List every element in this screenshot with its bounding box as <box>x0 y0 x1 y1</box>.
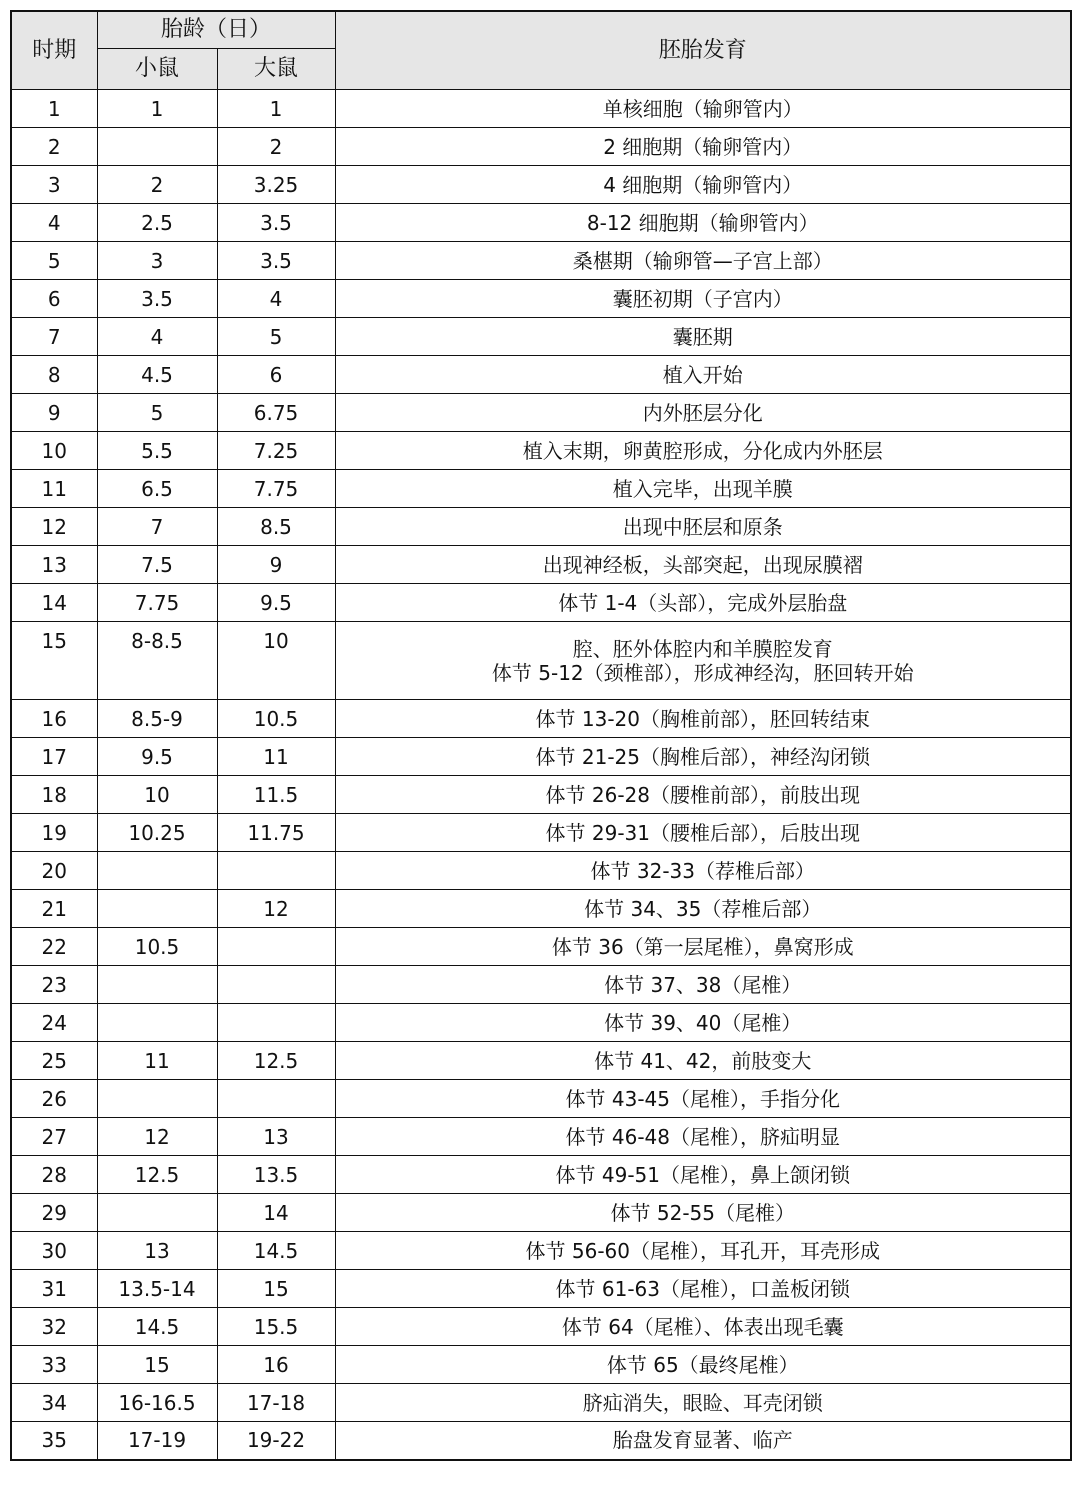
rat-age-cell: 2 <box>217 128 335 166</box>
mouse-age-cell: 5 <box>97 394 217 432</box>
development-text: 体节 39、40（尾椎） <box>604 1010 802 1035</box>
table-row <box>11 700 1071 738</box>
mouse-age-cell: 10.5 <box>97 928 217 966</box>
stage-cell: 33 <box>11 1346 97 1384</box>
stage-cell: 13 <box>11 546 97 584</box>
development-cell <box>335 1194 1071 1232</box>
table-row <box>11 1194 1071 1232</box>
mouse-age-cell: 13.5-14 <box>97 1270 217 1308</box>
rat-age-cell: 12 <box>217 890 335 928</box>
rat-age-cell: 7.75 <box>217 470 335 508</box>
development-text: 体节 32-33（荐椎后部） <box>590 858 815 883</box>
table-row <box>11 1308 1071 1346</box>
development-cell <box>335 470 1071 508</box>
development-text: 内外胚层分化 <box>642 400 763 425</box>
table-row <box>11 546 1071 584</box>
embryo-development-table <box>10 10 1072 1461</box>
table-row <box>11 508 1071 546</box>
development-text: 体节 34、35（荐椎后部） <box>584 896 822 921</box>
development-cell <box>335 432 1071 470</box>
rat-age-cell <box>217 1080 335 1118</box>
mouse-age-cell: 17-19 <box>97 1422 217 1460</box>
mouse-age-cell <box>97 966 217 1004</box>
stage-cell: 18 <box>11 776 97 814</box>
table-row <box>11 584 1071 622</box>
header-gestational-age: 胎龄（日） <box>97 11 335 49</box>
development-text: 囊胚期 <box>672 324 733 349</box>
development-text: 植入开始 <box>662 362 743 387</box>
mouse-age-cell: 3.5 <box>97 280 217 318</box>
table-row <box>11 128 1071 166</box>
rat-age-cell <box>217 966 335 1004</box>
rat-age-cell: 12.5 <box>217 1042 335 1080</box>
rat-age-cell: 13 <box>217 1118 335 1156</box>
development-text: 体节 1-4（头部），完成外层胎盘 <box>558 590 848 615</box>
development-cell <box>335 1346 1071 1384</box>
development-text: 体节 29-31（腰椎后部），后肢出现 <box>545 820 860 845</box>
development-cell <box>335 394 1071 432</box>
table-row <box>11 470 1071 508</box>
table-row <box>11 966 1071 1004</box>
stage-cell: 21 <box>11 890 97 928</box>
development-cell <box>335 204 1071 242</box>
rat-age-cell: 17-18 <box>217 1384 335 1422</box>
development-text: 出现神经板，头部突起，出现尿膜褶 <box>542 552 863 577</box>
header-development: 胚胎发育 <box>335 11 1071 90</box>
mouse-age-cell: 2.5 <box>97 204 217 242</box>
table-row <box>11 1080 1071 1118</box>
stage-cell: 2 <box>11 128 97 166</box>
development-cell <box>335 280 1071 318</box>
table-row <box>11 1270 1071 1308</box>
development-text: 植入完毕，出现羊膜 <box>612 476 793 501</box>
development-cell <box>335 700 1071 738</box>
rat-age-cell: 11.75 <box>217 814 335 852</box>
development-text: 2 细胞期（输卵管内） <box>603 134 803 159</box>
development-cell <box>335 814 1071 852</box>
mouse-age-cell: 16-16.5 <box>97 1384 217 1422</box>
table-row <box>11 776 1071 814</box>
mouse-age-cell <box>97 1080 217 1118</box>
development-cell <box>335 546 1071 584</box>
table-row <box>11 1118 1071 1156</box>
development-text: 脐疝消失，眼睑、耳壳闭锁 <box>582 1390 823 1415</box>
development-cell <box>335 318 1071 356</box>
mouse-age-cell: 10 <box>97 776 217 814</box>
table-row <box>11 890 1071 928</box>
table-row <box>11 1384 1071 1422</box>
development-text: 胎盘发育显著、临产 <box>612 1428 793 1453</box>
table-row <box>11 318 1071 356</box>
header-mouse: 小鼠 <box>97 49 217 90</box>
table-row <box>11 1042 1071 1080</box>
development-text: 腔、胚外体腔内和羊膜腔发育 <box>572 636 833 661</box>
stage-cell: 4 <box>11 204 97 242</box>
rat-age-cell: 3.5 <box>217 242 335 280</box>
stage-cell: 1 <box>11 90 97 128</box>
mouse-age-cell: 11 <box>97 1042 217 1080</box>
stage-cell: 30 <box>11 1232 97 1270</box>
table-row <box>11 1004 1071 1042</box>
rat-age-cell: 11 <box>217 738 335 776</box>
table-row <box>11 1346 1071 1384</box>
mouse-age-cell: 3 <box>97 242 217 280</box>
rat-age-cell: 11.5 <box>217 776 335 814</box>
mouse-age-cell: 1 <box>97 90 217 128</box>
table-row <box>11 204 1071 242</box>
development-text: 体节 43-45（尾椎），手指分化 <box>565 1086 840 1111</box>
stage-cell: 7 <box>11 318 97 356</box>
table-row <box>11 242 1071 280</box>
stage-cell: 32 <box>11 1308 97 1346</box>
stage-cell: 6 <box>11 280 97 318</box>
development-text: 体节 36（第一层尾椎），鼻窝形成 <box>551 934 854 959</box>
stage-cell: 10 <box>11 432 97 470</box>
mouse-age-cell: 9.5 <box>97 738 217 776</box>
mouse-age-cell: 15 <box>97 1346 217 1384</box>
mouse-age-cell: 4.5 <box>97 356 217 394</box>
stage-cell: 34 <box>11 1384 97 1422</box>
header-stage: 时期 <box>11 11 97 90</box>
development-cell <box>335 166 1071 204</box>
mouse-age-cell: 2 <box>97 166 217 204</box>
stage-cell: 5 <box>11 242 97 280</box>
mouse-age-cell: 7 <box>97 508 217 546</box>
stage-cell: 3 <box>11 166 97 204</box>
stage-cell: 11 <box>11 470 97 508</box>
development-text: 出现中胚层和原条 <box>622 514 783 539</box>
rat-age-cell: 10.5 <box>217 700 335 738</box>
mouse-age-cell <box>97 128 217 166</box>
mouse-age-cell <box>97 890 217 928</box>
development-cell <box>335 1080 1071 1118</box>
rat-age-cell: 7.25 <box>217 432 335 470</box>
development-cell <box>335 1118 1071 1156</box>
development-text: 体节 65（最终尾椎） <box>606 1352 799 1377</box>
development-text: 植入末期，卵黄腔形成，分化成内外胚层 <box>522 438 883 463</box>
development-text: 囊胚初期（子宫内） <box>612 286 793 311</box>
mouse-age-cell: 12.5 <box>97 1156 217 1194</box>
mouse-age-cell: 7.75 <box>97 584 217 622</box>
rat-age-cell: 6.75 <box>217 394 335 432</box>
stage-cell: 15 <box>11 622 97 700</box>
development-text: 体节 56-60（尾椎），耳孔开，耳壳形成 <box>525 1238 880 1263</box>
stage-cell: 28 <box>11 1156 97 1194</box>
rat-age-cell: 19-22 <box>217 1422 335 1460</box>
development-cell <box>335 622 1071 700</box>
development-cell <box>335 776 1071 814</box>
stage-cell: 24 <box>11 1004 97 1042</box>
stage-cell: 14 <box>11 584 97 622</box>
header-rat: 大鼠 <box>217 49 335 90</box>
mouse-age-cell: 8.5-9 <box>97 700 217 738</box>
development-cell <box>335 1042 1071 1080</box>
development-text: 体节 5-12（颈椎部），形成神经沟，胚回转开始 <box>491 660 914 685</box>
rat-age-cell: 15.5 <box>217 1308 335 1346</box>
development-cell <box>335 966 1071 1004</box>
rat-age-cell: 3.5 <box>217 204 335 242</box>
development-cell <box>335 1308 1071 1346</box>
development-cell <box>335 128 1071 166</box>
development-text: 单核细胞（输卵管内） <box>602 96 803 121</box>
development-cell <box>335 508 1071 546</box>
development-text: 体节 61-63（尾椎），口盖板闭锁 <box>555 1276 850 1301</box>
development-text: 体节 13-20（胸椎前部），胚回转结束 <box>535 706 870 731</box>
development-text: 体节 64（尾椎）、体表出现毛囊 <box>561 1314 844 1339</box>
table-row <box>11 90 1071 128</box>
rat-age-cell: 14 <box>217 1194 335 1232</box>
table-row <box>11 738 1071 776</box>
stage-cell: 23 <box>11 966 97 1004</box>
development-cell <box>335 738 1071 776</box>
rat-age-cell: 9.5 <box>217 584 335 622</box>
stage-cell: 9 <box>11 394 97 432</box>
mouse-age-cell: 13 <box>97 1232 217 1270</box>
table-row <box>11 852 1071 890</box>
table-row <box>11 356 1071 394</box>
stage-cell: 26 <box>11 1080 97 1118</box>
development-text: 8-12 细胞期（输卵管内） <box>586 210 819 235</box>
development-cell <box>335 242 1071 280</box>
development-text: 体节 52-55（尾椎） <box>610 1200 795 1225</box>
stage-cell: 31 <box>11 1270 97 1308</box>
rat-age-cell: 1 <box>217 90 335 128</box>
stage-cell: 16 <box>11 700 97 738</box>
rat-age-cell: 3.25 <box>217 166 335 204</box>
rat-age-cell <box>217 1004 335 1042</box>
rat-age-cell: 16 <box>217 1346 335 1384</box>
stage-cell: 19 <box>11 814 97 852</box>
stage-cell: 12 <box>11 508 97 546</box>
stage-cell: 35 <box>11 1422 97 1460</box>
stage-cell: 29 <box>11 1194 97 1232</box>
development-cell <box>335 890 1071 928</box>
table-row <box>11 622 1071 700</box>
development-text: 桑椹期（输卵管—子宫上部） <box>572 248 833 273</box>
table-row <box>11 928 1071 966</box>
development-text: 体节 49-51（尾椎），鼻上颌闭锁 <box>555 1162 850 1187</box>
mouse-age-cell: 10.25 <box>97 814 217 852</box>
rat-age-cell <box>217 928 335 966</box>
mouse-age-cell <box>97 852 217 890</box>
rat-age-cell: 9 <box>217 546 335 584</box>
mouse-age-cell: 4 <box>97 318 217 356</box>
rat-age-cell: 10 <box>217 622 335 700</box>
table-row <box>11 1422 1071 1460</box>
table-row <box>11 432 1071 470</box>
development-cell <box>335 90 1071 128</box>
table-row <box>11 394 1071 432</box>
table-row <box>11 1156 1071 1194</box>
rat-age-cell <box>217 852 335 890</box>
development-cell <box>335 852 1071 890</box>
mouse-age-cell <box>97 1004 217 1042</box>
development-cell <box>335 1004 1071 1042</box>
mouse-age-cell: 6.5 <box>97 470 217 508</box>
rat-age-cell: 6 <box>217 356 335 394</box>
rat-age-cell: 4 <box>217 280 335 318</box>
rat-age-cell: 8.5 <box>217 508 335 546</box>
rat-age-cell: 13.5 <box>217 1156 335 1194</box>
development-cell <box>335 584 1071 622</box>
mouse-age-cell: 12 <box>97 1118 217 1156</box>
development-cell <box>335 1384 1071 1422</box>
development-text: 体节 26-28（腰椎前部），前肢出现 <box>545 782 860 807</box>
development-cell <box>335 1422 1071 1460</box>
development-text: 体节 37、38（尾椎） <box>604 972 802 997</box>
mouse-age-cell: 14.5 <box>97 1308 217 1346</box>
development-text: 体节 21-25（胸椎后部），神经沟闭锁 <box>535 744 870 769</box>
mouse-age-cell <box>97 1194 217 1232</box>
mouse-age-cell: 8-8.5 <box>97 622 217 700</box>
mouse-age-cell: 7.5 <box>97 546 217 584</box>
table-body <box>11 90 1071 1460</box>
stage-cell: 27 <box>11 1118 97 1156</box>
development-cell <box>335 1156 1071 1194</box>
stage-cell: 22 <box>11 928 97 966</box>
rat-age-cell: 14.5 <box>217 1232 335 1270</box>
development-text: 4 细胞期（输卵管内） <box>603 172 803 197</box>
mouse-age-cell: 5.5 <box>97 432 217 470</box>
stage-cell: 8 <box>11 356 97 394</box>
table-header <box>11 11 1071 90</box>
development-cell <box>335 1232 1071 1270</box>
development-cell <box>335 356 1071 394</box>
rat-age-cell: 5 <box>217 318 335 356</box>
development-cell <box>335 928 1071 966</box>
table-row <box>11 280 1071 318</box>
development-text: 体节 41、42，前肢变大 <box>594 1048 812 1073</box>
rat-age-cell: 15 <box>217 1270 335 1308</box>
stage-cell: 17 <box>11 738 97 776</box>
stage-cell: 25 <box>11 1042 97 1080</box>
stage-cell: 20 <box>11 852 97 890</box>
table-row <box>11 814 1071 852</box>
development-cell <box>335 1270 1071 1308</box>
table-row <box>11 166 1071 204</box>
development-text: 体节 46-48（尾椎），脐疝明显 <box>565 1124 840 1149</box>
table-row <box>11 1232 1071 1270</box>
